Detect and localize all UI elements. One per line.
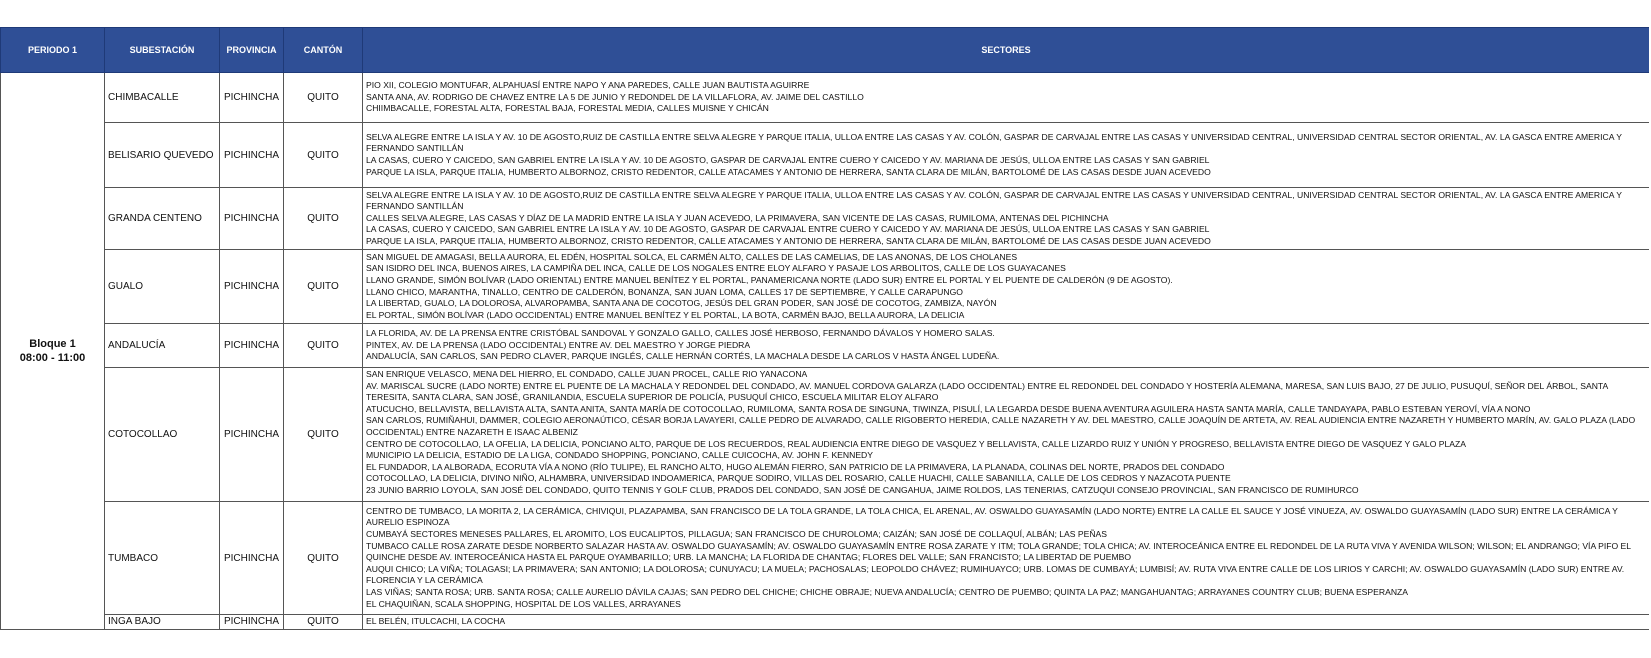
sector-line: ANDALUCÍA, SAN CARLOS, SAN PEDRO CLAVER, PARQUE INGLÉS, CALLE HERNÁN CORTÉS, LA MACHALA DESDE LA CARLOS V HASTA ÁNGEL LUDEÑA.	[366, 351, 1000, 362]
province-name: PICHINCHA	[220, 368, 284, 502]
sector-line: EL PORTAL, SIMÓN BOLÍVAR (LADO OCCIDENTAL) ENTRE MANUEL BENÍTEZ Y EL PORTAL, LA BOTA, CARMÉN BAJO, BELLA AURORA, LA DELICIA	[366, 309, 965, 320]
sector-line: LA CASAS, CUERO Y CAICEDO, SAN GABRIEL ENTRE LA ISLA Y AV. 10 DE AGOSTO, GASPAR DE CARVAJAL ENTRE CUERO Y CAICEDO Y AV. MARIANA DE JESÚS, ULLOA ENTRE LAS CASAS Y SAN GABRIEL	[366, 224, 1210, 235]
outage-schedule-sheet	[0, 27, 1649, 658]
sector-line: CHIIMBACALLE, FORESTAL ALTA, FORESTAL BAJA, FORESTAL MEDIA, CALLES MUISNE Y CHICÁN	[366, 103, 769, 114]
sector-line: CENTRO DE COTOCOLLAO, LA OFELIA, LA DELICIA, PONCIANO ALTO, PARQUE DE LOS RECUERDOS, REAL AUDIENCIA ENTRE DIEGO DE VASQUEZ Y BELLAVISTA, CALLE LIZARDO RUIZ Y UNIÓN Y PROGRESO, BELLAVISTA ENTRE DIEGO DE VASQUEZ Y GALO PLAZA	[366, 438, 1466, 449]
substation-name: ANDALUCÍA	[105, 324, 220, 368]
sector-line: SAN ENRIQUE VELASCO, MENA DEL HIERRO, EL CONDADO, CALLE JUAN PROCEL, CALLE RIO YANACONA	[366, 369, 808, 379]
province-name: PICHINCHA	[220, 502, 284, 615]
sector-line: LA CASAS, CUERO Y CAICEDO, SAN GABRIEL ENTRE LA ISLA Y AV. 10 DE AGOSTO, GASPAR DE CARVAJAL ENTRE CUERO Y CAICEDO Y AV. MARIANA DE JESÚS, ULLOA ENTRE LAS CASAS Y SAN GABRIEL	[366, 155, 1210, 165]
sector-line: SANTA ANA, AV. RODRIGO DE CHAVEZ ENTRE LA 5 DE JUNIO Y REDONDEL DE LA VILLAFLORA, AV. JAIME DEL CASTILLO	[366, 91, 864, 102]
sector-line: SAN ISIDRO DEL INCA, BUENOS AIRES, LA CAMPIÑA DEL INCA, CALLE DE LOS NOGALES ENTRE ELOY ALFARO Y PASAJE LOS ARBOLITOS, CALLE DE LOS GUAYACANES	[366, 263, 1066, 274]
province-name: PICHINCHA	[220, 615, 284, 630]
table-row	[1, 368, 1650, 502]
canton-name: QUITO	[284, 324, 363, 368]
canton-name: QUITO	[284, 123, 363, 188]
header-periodo: PERIODO 1	[1, 28, 105, 73]
header-subestacion: SUBESTACIÓN	[105, 28, 220, 73]
sector-line: CENTRO DE TUMBACO, LA MORITA 2, LA CERÁMICA, CHIVIQUI, PLAZAPAMBA, SAN FRANCISCO DE LA TOLA GRANDE, LA TOLA CHICA, EL ARENAL, AV. OSWALDO GUAYASAMÍN (LADO NORTE) ENTRE LA CALLE EL SAUCE Y JOSÉ VINUEZA, AV. OSWALDO GUAYASAMÍN (LADO SUR) ENTRE LA CERÁMICA Y AURELIO ESPINOZA	[366, 505, 1618, 528]
period-cell	[1, 73, 105, 630]
province-name: PICHINCHA	[220, 123, 284, 188]
sector-line: SELVA ALEGRE ENTRE LA ISLA Y AV. 10 DE AGOSTO,RUIZ DE CASTILLA ENTRE SELVA ALEGRE Y PARQUE ITALIA, ULLOA ENTRE LAS CASAS Y AV. COLÓN, GASPAR DE CARVAJAL ENTRE LAS CASAS Y UNIVERSIDAD CENTRAL, UNIVERSIDAD CENTRAL SECTOR ORIENTAL, AV. LA GASCA ENTRE AMERICA Y FERNANDO SANTILLÁN	[366, 189, 1622, 212]
table-row	[1, 250, 1650, 324]
table-row	[1, 123, 1650, 188]
sector-line: LA FLORIDA, AV. DE LA PRENSA ENTRE CRISTÓBAL SANDOVAL Y GONZALO GALLO, CALLES JOSÉ HERBOSO, FERNANDO DÁVALOS Y HOMERO SALAS.	[366, 328, 995, 339]
substation-name: CHIMBACALLE	[105, 73, 220, 123]
province-name: PICHINCHA	[220, 324, 284, 368]
header-canton: CANTÓN	[284, 28, 363, 73]
sector-line: PARQUE LA ISLA, PARQUE ITALIA, HUMBERTO ALBORNOZ, CRISTO REDENTOR, CALLE ATACAMES Y ANTONIO DE HERRERA, SANTA CLARA DE MILÁN, BARTOLOMÉ DE LAS CASAS DESDE JUAN ACEVEDO	[366, 166, 1211, 177]
substation-name: TUMBACO	[105, 502, 220, 615]
sector-line: LAS VIÑAS; SANTA ROSA; URB. SANTA ROSA; CALLE AURELIO DÁVILA CAJAS; SAN PEDRO DEL CHICHE; CHICHE OBRAJE; NUEVA ANDALUCÍA; CENTRO DE PUEMBO; QUINTA LA PAZ; MANGAHUANTAG; ARRAYANES COUNTRY CLUB; BUENA ESPERANZA	[366, 586, 1409, 597]
canton-name: QUITO	[284, 73, 363, 123]
sector-line: CALLES SELVA ALEGRE, LAS CASAS Y DÍAZ DE LA MADRID ENTRE LA ISLA Y JUAN ACEVEDO, LA PRIMAVERA, SAN VICENTE DE LAS CASAS, RUMILOMA, ANTENAS DEL PICHINCHA	[366, 212, 1109, 223]
substation-name: GUALO	[105, 250, 220, 324]
substation-name: GRANDA CENTENO	[105, 188, 220, 250]
sector-line: SAN CARLOS, RUMIÑAHUI, DAMMER, COLEGIO AERONAÚTICO, CÉSAR BORJA LAVAYERI, CALLE PEDRO DE ALVARADO, CALLE RIGOBERTO HEREDIA, CALLE NAZARETH Y AV. DEL MAESTRO, CALLE JOAQUÍN DE ARTETA, AV. REAL AUDIENCIA ENTRE NAZARETH Y HUMBERTO MARÍN, AV. GALO PLAZA (LADO OCCIDENTAL) ENTRE NAZARETH E ISAAC ALBENIZ	[366, 415, 1636, 437]
header-provincia: PROVINCIA	[220, 28, 284, 73]
sector-line: 23 JUNIO BARRIO LOYOLA, SAN JOSÉ DEL CONDADO, QUITO TENNIS Y GOLF CLUB, PRADOS DEL CONDADO, SAN JOSÉ DE CANGAHUA, JAIME ROLDOS, LAS TENERIAS, CATZUQUI CONSEJO PROVINCIAL, SAN FRANCISCO DE RUMIHURCO	[366, 484, 1359, 495]
sectors-table	[0, 27, 1649, 630]
substation-name: COTOCOLLAO	[105, 368, 220, 502]
canton-name: QUITO	[284, 502, 363, 615]
province-name: PICHINCHA	[220, 73, 284, 123]
canton-name: QUITO	[284, 615, 363, 630]
sector-line: EL BELÉN, ITULCACHI, LA COCHA	[366, 616, 506, 626]
sector-line: AUQUI CHICO; LA VIÑA; TOLAGASI; LA PRIMAVERA; SAN ANTONIO; LA DOLOROSA; CUNUYACU; LA MUELA; PACHOSALAS; LEOPOLDO CHÁVEZ; RUMIHUAYCO; URB. LOMAS DE CUMBAYÁ; LUMBISÍ; AV. RUTA VIVA ENTRE CALLE DE LOS LIRIOS Y CARCHI; AV. OSWALDO GUAYASAMÍN (LADO SUR) ENTRE AV. FLORENCIA Y LA CERÁMICA	[366, 563, 1625, 586]
header-row	[1, 28, 1650, 73]
sector-line: PINTEX, AV. DE LA PRENSA (LADO OCCIDENTAL) ENTRE AV. DEL MAESTRO Y JORGE PIEDRA	[366, 339, 751, 350]
sector-line: SELVA ALEGRE ENTRE LA ISLA Y AV. 10 DE AGOSTO,RUIZ DE CASTILLA ENTRE SELVA ALEGRE Y PARQUE ITALIA, ULLOA ENTRE LAS CASAS Y AV. COLÓN, GASPAR DE CARVAJAL ENTRE LAS CASAS Y UNIVERSIDAD CENTRAL, UNIVERSIDAD CENTRAL SECTOR ORIENTAL, AV. LA GASCA ENTRE AMERICA Y FERNANDO SANTILLÁN	[366, 131, 1622, 154]
header-sectores: SECTORES	[363, 28, 1650, 73]
sector-line: EL CHAQUIÑAN, SCALA SHOPPING, HOSPITAL DE LOS VALLES, ARRAYANES	[366, 598, 681, 609]
period-hours: 08:00 - 11:00	[19, 351, 86, 364]
sector-line: COTOCOLLAO, LA DELICIA, DIVINO NIÑO, ALHAMBRA, UNIVERSIDAD INDOAMERICA, PARQUE SODIRO, VILLAS DEL ROSARIO, CALLE HUACHI, CALLE SABANILLA, CALLE DE LOS CEDROS Y NAZACOTA PUENTE	[366, 473, 1231, 484]
sector-line: EL FUNDADOR, LA ALBORADA, ECORUTA VÍA A NONO (RÍO TULIPE), EL RANCHO ALTO, HUGO ALEMÁN FIERRO, SAN PATRICIO DE LA PRIMAVERA, LA PLANADA, COLINAS DEL NORTE, PRADOS DEL CONDADO	[366, 461, 1225, 472]
canton-name: QUITO	[284, 250, 363, 324]
table-row	[1, 324, 1650, 368]
table-row	[1, 73, 1650, 123]
sectors-cell	[363, 368, 1650, 502]
sector-line: AV. MARISCAL SUCRE (LADO NORTE) ENTRE EL PUENTE DE LA MACHALA Y REDONDEL DEL CONDADO, AV. MANUEL CORDOVA GALARZA (LADO OCCIDENTAL) ENTRE EL REDONDEL DEL CONDADO Y HOSTERÍA ALEMANA, MARESA, SAN LUIS BAJO, 27 DE JULIO, PUSUQUÍ, SEÑOR DEL ÁRBOL, SANTA TERESITA, SANTA CLARA, SAN JOSÉ, GRANILANDIA, ESCUELA SUPERIOR DE POLICÍA, PUSUQUÍ CHICO, ESCUELA MILITAR ELOY ALFARO	[366, 380, 1608, 403]
substation-name: INGA BAJO	[105, 615, 220, 630]
sector-line: PARQUE LA ISLA, PARQUE ITALIA, HUMBERTO ALBORNOZ, CRISTO REDENTOR, CALLE ATACAMES Y ANTONIO DE HERRERA, SANTA CLARA DE MILÁN, BARTOLOMÉ DE LAS CASAS DESDE JUAN ACEVEDO	[366, 235, 1211, 246]
sector-line: CUMBAYÁ SECTORES MENESES PALLARES, EL AROMITO, LOS EUCALIPTOS, PILLAGUA; SAN FRANCISCO DE CHUROLOMA; CAIZÁN; SAN JOSÉ DE COLLAQUÍ, ALBÁN; LAS PEÑAS	[366, 529, 1108, 540]
sector-line: ATUCUCHO, BELLAVISTA, BELLAVISTA ALTA, SANTA ANITA, SANTA MARÍA DE COTOCOLLAO, RUMILOMA, SANTA ROSA DE SINGUNA, TIWINZA, PISULÍ, LA LEGARDA DESDE BUENA AVENTURA AGUILERA HASTA SANTA MARÍA, CALLE TANDAYAPA, PABLO ESTEBAN YEROVÍ, VÍA A NONO	[366, 403, 1531, 414]
sector-line: SAN MIGUEL DE AMAGASI, BELLA AURORA, EL EDÉN, HOSPITAL SOLCA, EL CARMÉN ALTO, CALLES DE LAS CAMELIAS, DE LAS ANONAS, DE LOS CHOLANES	[366, 251, 1018, 262]
sectors-cell	[363, 123, 1650, 188]
sector-line: MUNICIPIO LA DELICIA, ESTADIO DE LA LIGA, CONDADO SHOPPING, PONCIANO, CALLE CUICOCHA, AV. JOHN F. KENNEDY	[366, 450, 873, 461]
sectors-cell	[363, 324, 1650, 368]
canton-name: QUITO	[284, 368, 363, 502]
sectors-cell	[363, 73, 1650, 123]
table-row	[1, 502, 1650, 615]
sector-line: TUMBACO CALLE ROSA ZARATE DESDE NORBERTO SALAZAR HASTA AV. OSWALDO GUAYASAMÍN; AV. OSWALDO GUAYASAMÍN ENTRE ROSA ZARATE Y ITM; TOLA GRANDE; TOLA CHICA; AV. INTEROCEÁNICA ENTRE EL REDONDEL DE LA RUTA VIVA Y AVENIDA WILSON; WILSON; EL ANDRANGO; VÍA PIFO EL QUINCHE DESDE AV. INTEROCEÁNICA HASTA EL PARQUE OYAMBARILLO; URB. LA MANCHA; LA FLORIDA DE CHANTAG; FLORES DEL VALLE; SAN FRANCISTO; LA LIBERTAD DE PUEMBO	[366, 540, 1631, 563]
sector-line: LA LIBERTAD, GUALO, LA DOLOROSA, ALVAROPAMBA, SANTA ANA DE COCOTOG, JESÚS DEL GRAN PODER, SAN JOSÉ DE COCOTOG, ZAMBIZA, NAYÓN	[366, 298, 997, 309]
sectors-cell	[363, 250, 1650, 324]
substation-name: BELISARIO QUEVEDO	[105, 123, 220, 188]
sectors-cell	[363, 188, 1650, 250]
period-block-label: Bloque 1	[29, 337, 76, 350]
sectors-cell	[363, 502, 1650, 615]
table-body	[1, 73, 1650, 630]
sectors-cell	[363, 615, 1650, 630]
table-row	[1, 188, 1650, 250]
sector-line: LLANO CHICO, MARANTHA, TINALLO, CENTRO DE CALDERÓN, BONANZA, SAN JUAN LOMA, CALLES 17 DE SEPTIEMBRE, Y CALLE CARAPUNGO	[366, 286, 963, 297]
province-name: PICHINCHA	[220, 188, 284, 250]
table-row	[1, 615, 1650, 630]
sector-line: PIO XII, COLEGIO MONTUFAR, ALPAHUASÍ ENTRE NAPO Y ANA PAREDES, CALLE JUAN BAUTISTA AGUIRRE	[366, 80, 810, 91]
canton-name: QUITO	[284, 188, 363, 250]
province-name: PICHINCHA	[220, 250, 284, 324]
sector-line: LLANO GRANDE, SIMÓN BOLÍVAR (LADO ORIENTAL) ENTRE MANUEL BENÍTEZ Y EL PORTAL, PANAMERICANA NORTE (LADO SUR) ENTRE EL PORTAL Y EL PUENTE DE CALDERÓN (9 DE AGOSTO).	[366, 274, 1173, 285]
